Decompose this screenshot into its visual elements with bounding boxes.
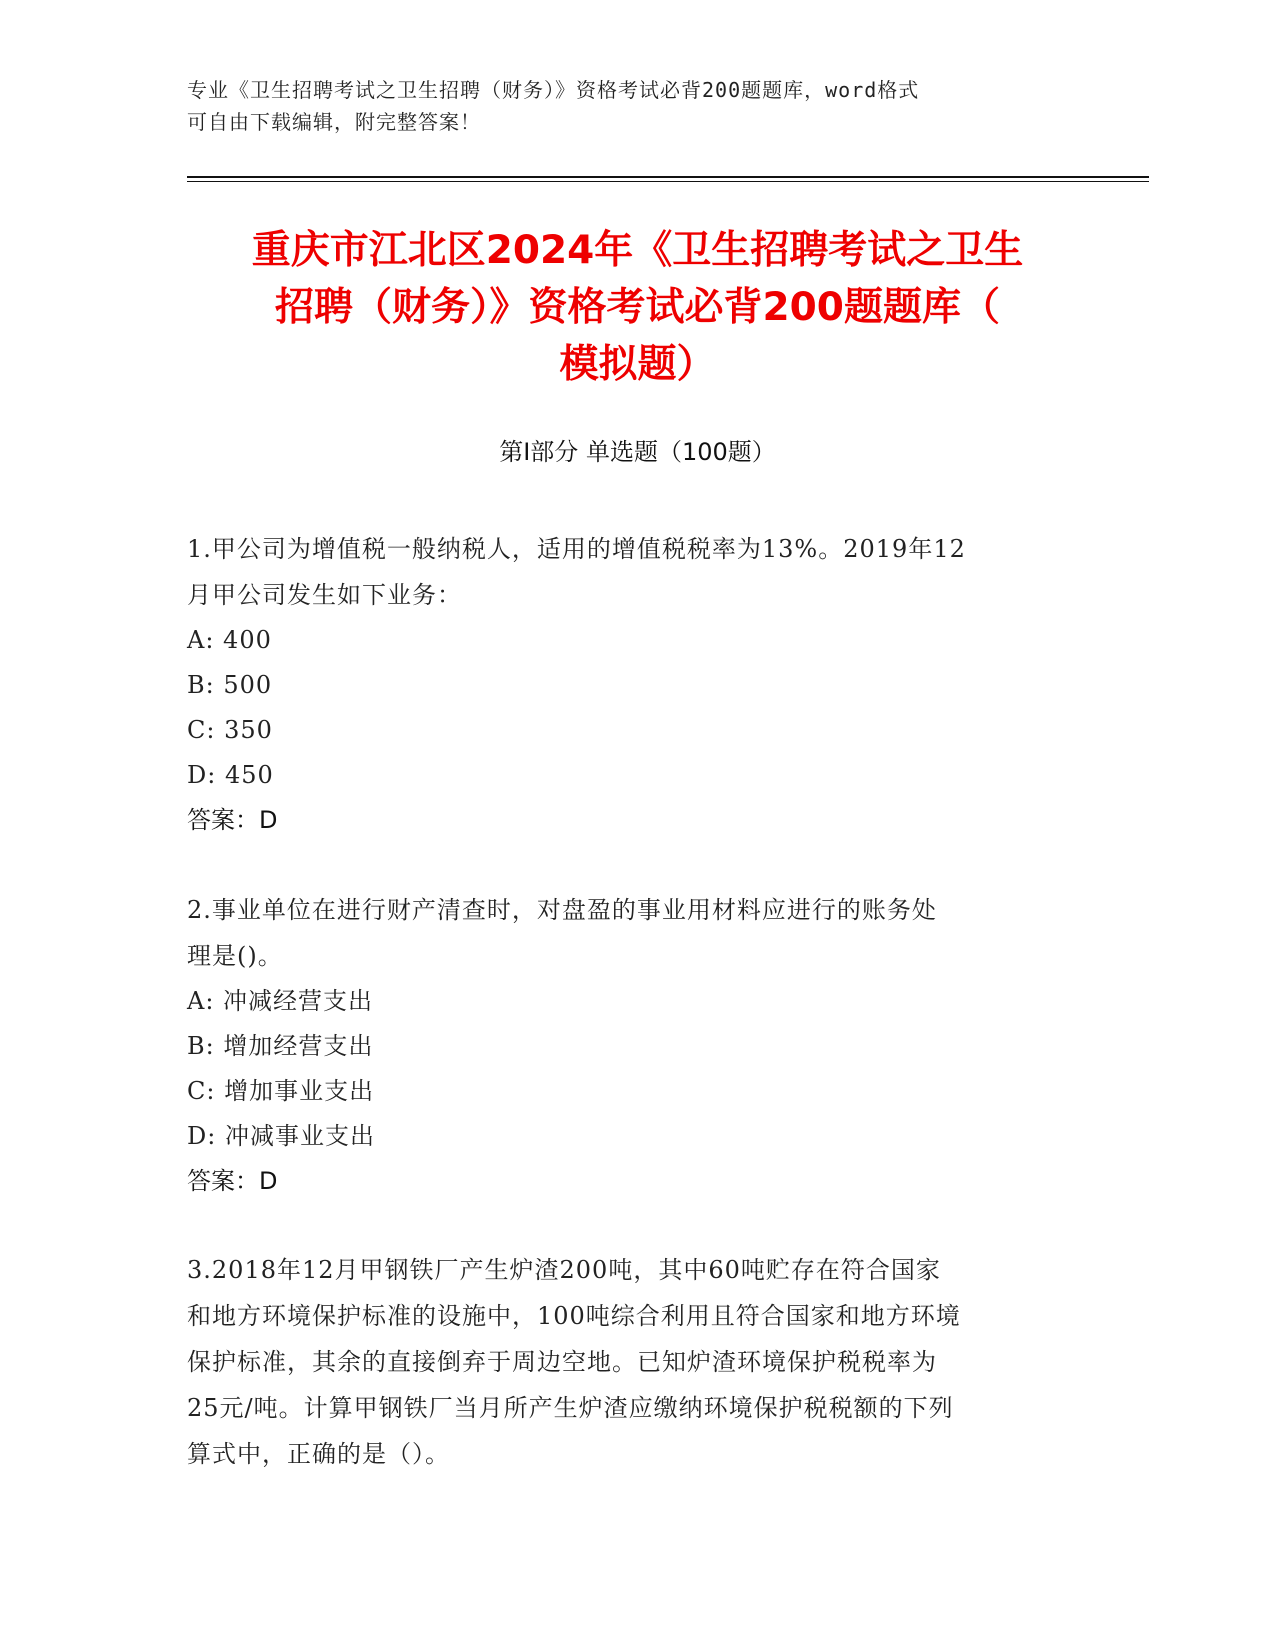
answer: 答案：D <box>187 1167 278 1195</box>
option-b: B: 增加经营支出 <box>187 1032 374 1060</box>
header-note-line: 可自由下载编辑，附完整答案！ <box>187 110 481 134</box>
question-3 <box>187 1247 1077 1477</box>
option-c: C: 增加事业支出 <box>187 1077 375 1105</box>
header-divider <box>187 176 1149 178</box>
option-b: B: 500 <box>187 671 273 699</box>
section-title: 第Ⅰ部分 单选题（100题） <box>499 438 776 466</box>
title-line: 模拟题） <box>559 342 716 387</box>
question-1 <box>187 526 1077 843</box>
question-stem-line: 2.事业单位在进行财产清查时，对盘盈的事业用材料应进行的账务处 <box>187 896 937 924</box>
header-note <box>187 74 1067 138</box>
header-divider-thin <box>187 181 1149 182</box>
question-stem-line: 算式中，正确的是（）。 <box>187 1440 450 1468</box>
question-2 <box>187 887 1077 1204</box>
title-line: 重庆市江北区2024年《卫生招聘考试之卫生 <box>251 228 1024 273</box>
question-stem-line: 保护标准，其余的直接倒弃于周边空地。已知炉渣环境保护税税率为 <box>187 1348 937 1376</box>
option-a: A: 冲减经营支出 <box>187 987 374 1015</box>
title-line: 招聘（财务）》资格考试必背200题题库（ <box>275 285 1000 330</box>
option-d: D: 450 <box>187 761 274 789</box>
question-stem-line: 1.甲公司为增值税一般纳税人，适用的增值税税率为13%。2019年12 <box>187 535 966 563</box>
option-c: C: 350 <box>187 716 273 744</box>
question-stem-line: 理是()。 <box>187 942 283 970</box>
question-stem-line: 月甲公司发生如下业务： <box>187 581 462 609</box>
answer: 答案：D <box>187 806 278 834</box>
question-stem-line: 25元/吨。计算甲钢铁厂当月所产生炉渣应缴纳环境保护税税额的下列 <box>187 1394 954 1422</box>
option-a: A: 400 <box>187 626 272 654</box>
option-d: D: 冲减事业支出 <box>187 1122 375 1150</box>
question-stem-line: 3.2018年12月甲钢铁厂产生炉渣200吨，其中60吨贮存在符合国家 <box>187 1256 941 1284</box>
question-stem-line: 和地方环境保护标准的设施中，100吨综合利用且符合国家和地方环境 <box>187 1302 961 1330</box>
header-note-line: 专业《卫生招聘考试之卫生招聘（财务）》资格考试必背200题题库，word格式 <box>187 78 920 102</box>
document-title <box>180 222 1095 393</box>
